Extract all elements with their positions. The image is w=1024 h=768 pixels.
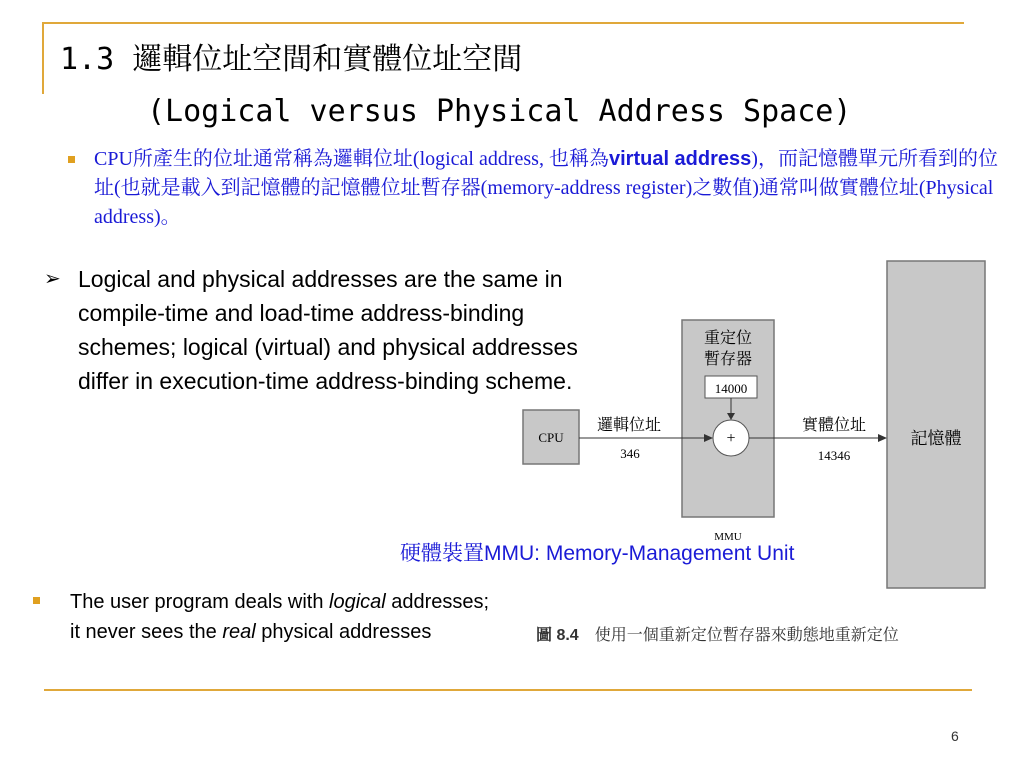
bullet1-text-part1: CPU所產生的位址通常稱為邏輯位址(logical address, 也稱為 (94, 148, 609, 170)
bullet3-emphasis-logical: logical (329, 591, 386, 613)
mmu-block (682, 320, 774, 517)
page-number: 6 (951, 728, 959, 744)
mmu-label: MMU (714, 531, 742, 543)
physical-address-label: 實體位址 (801, 417, 867, 434)
slide-title-line1: 1.3 邏輯位址空間和實體位址空間 (60, 42, 523, 77)
bullet3-text2: addresses; it never sees the (70, 591, 490, 643)
slide-title-line2: (Logical versus Physical Address Space) (147, 94, 852, 129)
mmu-caption-en: MMU: Memory-Management Unit (484, 542, 795, 565)
figure-caption-number: 圖 8.4 (536, 627, 579, 644)
relocation-register-value: 14000 (714, 381, 748, 396)
cpu-label: CPU (538, 430, 564, 445)
physical-address-value: 14346 (817, 448, 851, 463)
bullet-address-binding: Logical and physical addresses are the same in compile-time and load-time address-binding schemes; logical (virtual) and physical addresses differ in execution-time address-binding scheme. (78, 266, 578, 394)
bullet1-text-part2: )，而記憶體單元所看到的位址(也就是載入到記憶體的記憶體位址暫存器(memory-address register)之數值)通常叫做實體位址(Physical address)。 (94, 148, 998, 228)
figure-caption-text: 使用一個重新定位暫存器來動態地重新定位 (594, 627, 899, 644)
memory-block (887, 261, 985, 588)
square-bullet-icon (68, 156, 75, 163)
bullet-user-program (70, 587, 490, 647)
relocation-register-label-line2: 暫存器 (703, 351, 753, 368)
physical-arrowhead (878, 434, 887, 442)
memory-label: 記憶體 (910, 429, 962, 448)
figure-caption (536, 622, 899, 645)
bullet3-text1: The user program deals with (70, 591, 330, 613)
square-bullet-icon (33, 597, 40, 604)
bullet-logical-address (94, 145, 999, 232)
relocation-register-label-line1: 重定位 (703, 330, 753, 347)
bottom-rule (44, 689, 972, 691)
adder-plus-icon: + (726, 430, 736, 447)
bullet3-text3: physical addresses (255, 621, 432, 643)
mmu-caption-zh: 硬體裝置 (400, 541, 484, 565)
arrow-bullet-icon: ➢ (44, 268, 61, 290)
left-rule (42, 22, 44, 94)
logical-address-label: 邏輯位址 (596, 417, 662, 434)
bullet1-virtual-address: virtual address (608, 148, 752, 170)
top-rule (44, 22, 964, 24)
logical-address-value: 346 (620, 446, 640, 461)
mmu-caption (400, 537, 794, 567)
bullet3-emphasis-real: real (222, 621, 256, 643)
